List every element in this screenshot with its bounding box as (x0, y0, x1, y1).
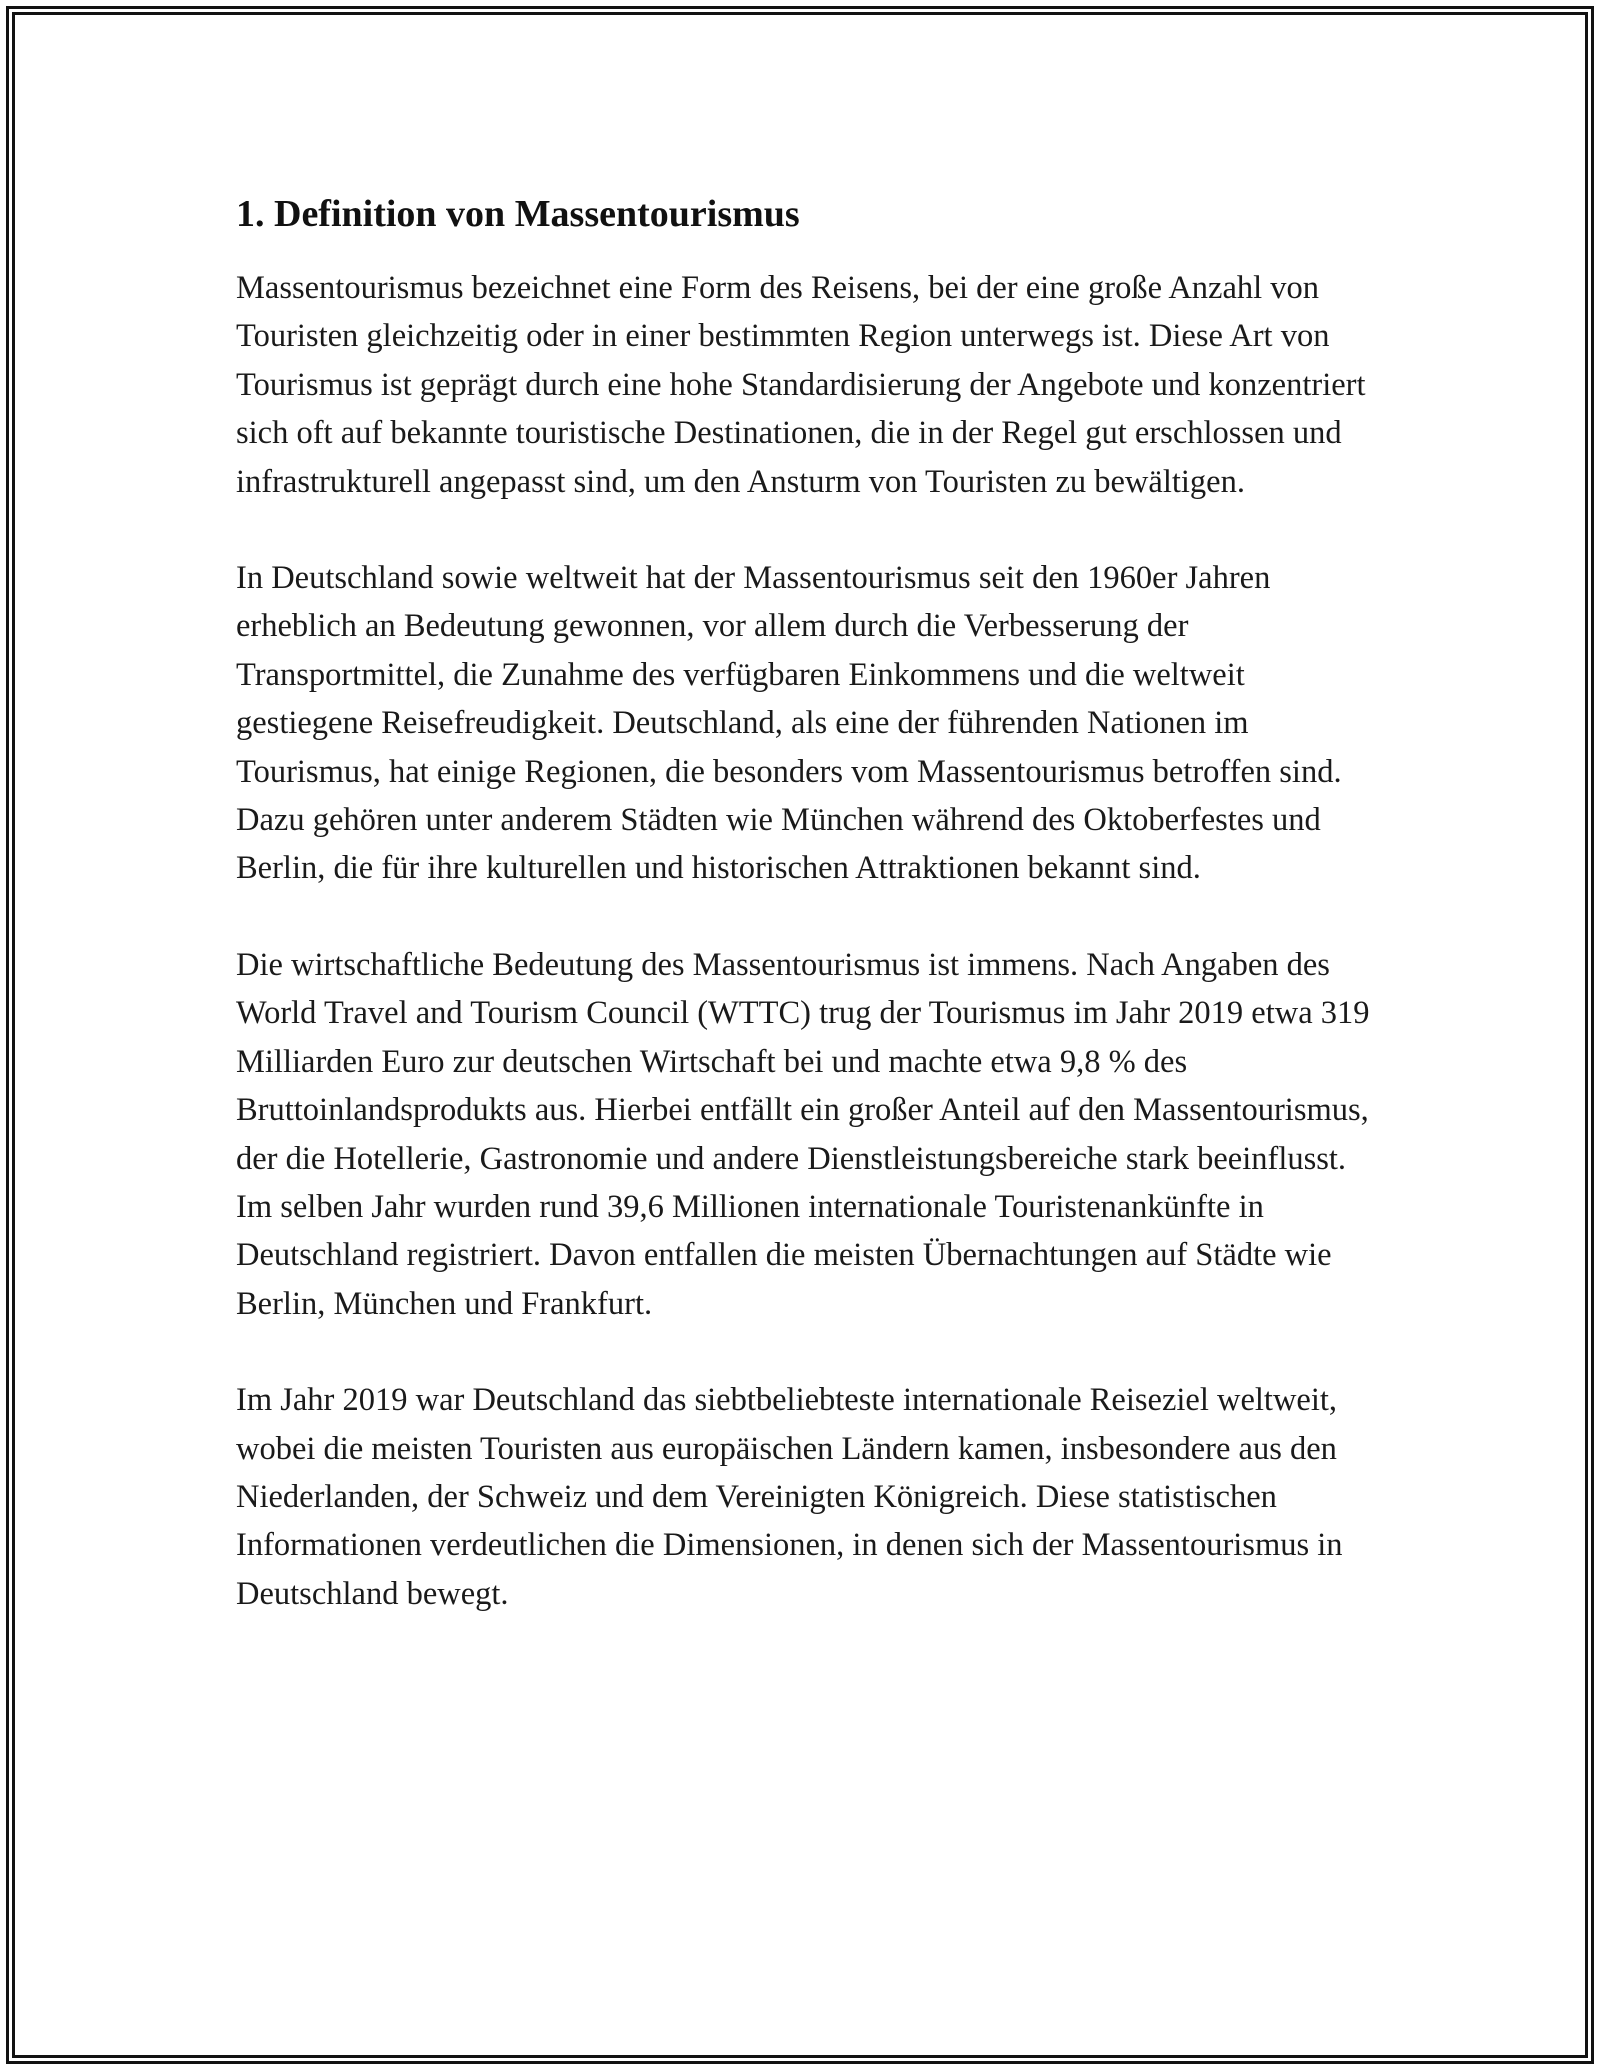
section-heading: 1. Definition von Massentourismus (236, 193, 800, 235)
paragraph-travel-destination: Im Jahr 2019 war Deutschland das siebtbeliebteste internationale Reiseziel weltweit, wobei die meisten Touristen aus europäischen Ländern kamen, insbesondere aus den Niederlanden, der Schweiz und dem Vereinigten Königreich. Diese statistischen Informationen verdeutlichen die Dimensionen, in denen sich der Massentourismus in Deutschland bewegt. (236, 1382, 1343, 1612)
paragraph-economic-significance: Die wirtschaftliche Bedeutung des Massentourismus ist immens. Nach Angaben des World Travel and Tourism Council (WTTC) trug der Tourismus im Jahr 2019 etwa 319 Milliarden Euro zur deutschen Wirtschaft bei und machte etwa 9,8 % des Bruttoinlandsprodukts aus. Hierbei entfällt ein großer Anteil auf den Massentourismus, der die Hotellerie, Gastronomie und andere Dienstleistungsbereiche stark beeinflusst. Im selben Jahr wurden rund 39,6 Millionen internationale Touristenankünfte in Deutschland registriert. Davon entfallen die meisten Übernachtungen auf Städte wie Berlin, München und Frankfurt. (236, 946, 1370, 1322)
paragraph-definition: Massentourismus bezeichnet eine Form des Reisens, bei der eine große Anzahl von Touristen gleichzeitig oder in einer bestimmten Region unterwegs ist. Diese Art von Tourismus ist geprägt durch eine hohe Standardisierung der Angebote und konzentriert sich oft auf bekannte touristische Destinationen, die in der Regel gut erschlossen und infrastrukturell angepasst sind, um den Ansturm von Touristen zu bewältigen. (236, 270, 1366, 500)
document-body (236, 186, 1376, 1666)
paragraph-history: In Deutschland sowie weltweit hat der Massentourismus seit den 1960er Jahren erheblich an Bedeutung gewonnen, vor allem durch die Verbesserung der Transportmittel, die Zunahme des verfügbaren Einkommens und die weltweit gestiegene Reisefreudigkeit. Deutschland, als eine der führenden Nationen im Tourismus, hat einige Regionen, die besonders vom Massentourismus betroffen sind. Dazu gehören unter anderem Städten wie München während des Oktoberfestes und Berlin, die für ihre kulturellen und historischen Attraktionen bekannt sind. (236, 560, 1342, 887)
